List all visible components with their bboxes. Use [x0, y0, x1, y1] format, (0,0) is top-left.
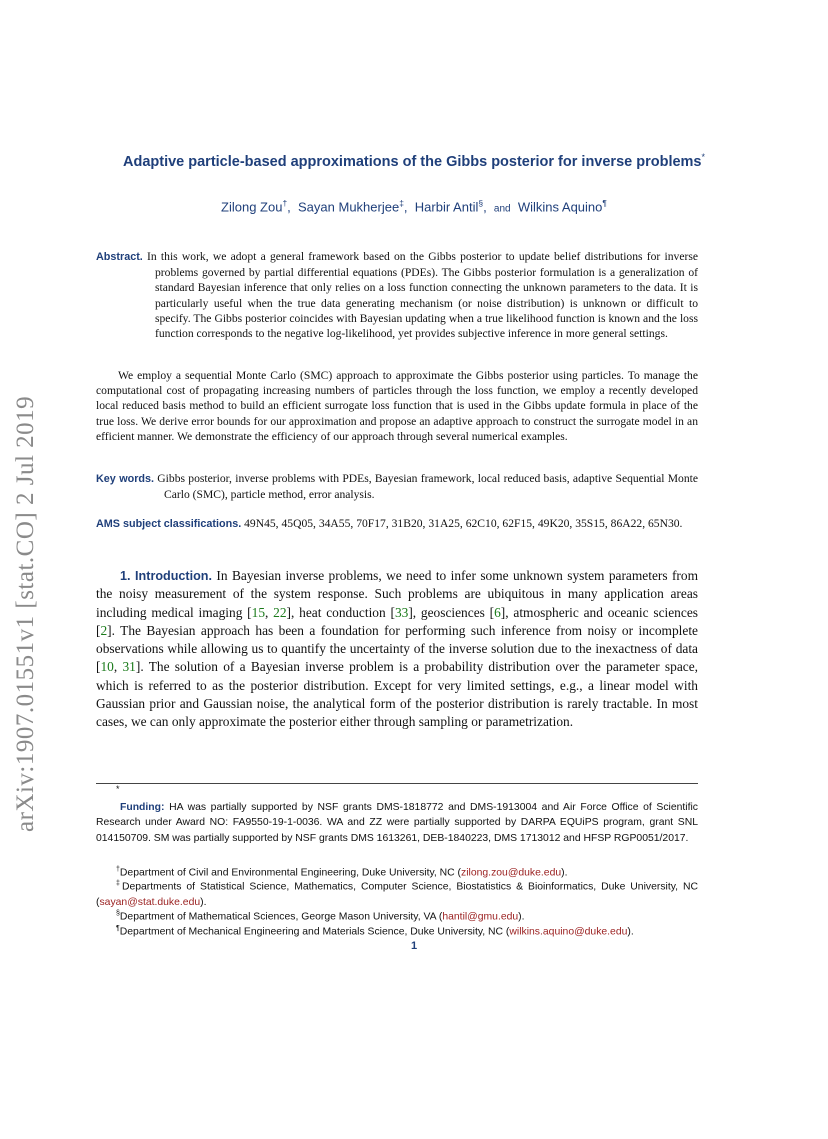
- paper-title: [96, 148, 732, 171]
- email-link[interactable]: hantil@gmu.edu: [442, 911, 519, 923]
- intro-text: ], atmospheric and oceanic sciences [: [96, 604, 698, 638]
- citation-link[interactable]: 6: [494, 604, 501, 620]
- paper-title-text: Adaptive particle-based approximations of the Gibbs posterior for inverse problems: [122, 153, 702, 170]
- intro-text: ]. The Bayesian approach has been a foundation for performing such inference from noisy or incomplete observations while allowing us to quantify the uncertainty of the inverse solution due to the inexactness of data [: [96, 622, 698, 675]
- author-name: Wilkins Aquino: [517, 199, 603, 215]
- affiliation-mark: ‡: [116, 880, 122, 887]
- ams-label: AMS subject classifications.: [96, 518, 242, 530]
- author-mark: †: [282, 198, 288, 208]
- intro-text: ], heat conduction [: [286, 604, 395, 620]
- affiliation-mark: §: [116, 910, 120, 917]
- funding-label: Funding:: [120, 802, 165, 813]
- ams-classifications: [96, 516, 698, 532]
- email-link[interactable]: zilong.zou@duke.edu: [461, 867, 562, 879]
- author-mark: ¶: [602, 198, 607, 208]
- citation-link[interactable]: 2: [100, 622, 108, 638]
- affiliation-text: Department of Mechanical Engineering and Materials Science, Duke University, NC (: [119, 926, 510, 938]
- keywords: [96, 471, 698, 502]
- author-mark: §: [478, 198, 484, 208]
- abstract-label: Abstract.: [96, 251, 143, 263]
- affiliation-text: Department of Mathematical Sciences, George Mason University, VA (: [119, 911, 443, 923]
- abstract-paragraph-1: In this work, we adopt a general framework based on the Gibbs posterior to update belief distributions for inverse problems governed by partial differential equations (PDEs). The Gibbs posterior formulation is a generalization of standard Bayesian inference that only relies on a loss function connecting the unknown parameters to the data. It is particularly useful when the true data generating mechanism (or noise distribution) is unknown or difficult to specify. The Gibbs posterior coincides with Bayesian updating when a true likelihood function is known and the loss function corresponds to the negative log-likelihood, yet provides subjective inference in more general settings.: [147, 250, 698, 341]
- author-name: Harbir Antil: [414, 199, 479, 215]
- footnote-affiliation: [96, 876, 698, 910]
- arxiv-identifier-stamp: arXiv:1907.01551v1 [stat.CO] 2 Jul 2019: [12, 395, 39, 832]
- citation-link[interactable]: 33: [394, 604, 409, 620]
- email-link[interactable]: wilkins.aquino@duke.edu: [509, 926, 628, 938]
- citation-separator: ,: [113, 659, 123, 675]
- footnote-divider: [96, 783, 698, 784]
- affiliation-close: ).: [627, 926, 634, 938]
- email-link[interactable]: sayan@stat.duke.edu: [99, 896, 201, 908]
- abstract-paragraph-2: We employ a sequential Monte Carlo (SMC) approach to approximate the Gibbs posterior using particles. To manage the computational cost of propagating increasing numbers of particles through the loss function, we employ a recently developed local reduced basis method to build an efficient surrogate loss function that is used in the Gibbs update formula in place of the true loss. We derive error bounds for our approximation and propose an adaptive approach to construct the surrogate model in an efficient manner. We demonstrate the efficiency of our approach through several numerical examples.: [96, 369, 698, 443]
- introduction-section: [96, 567, 698, 732]
- author-name: Zilong Zou: [221, 199, 283, 215]
- affiliation-close: ).: [561, 867, 568, 879]
- ams-codes: 49N45, 45Q05, 34A55, 70F17, 31B20, 31A25, 62C10, 62F15, 49K20, 35S15, 86A22, 65N30.: [244, 517, 683, 530]
- footnote-affiliation: [96, 921, 698, 940]
- authors-conjunction: and: [493, 203, 511, 215]
- citation-link[interactable]: 31: [122, 659, 136, 675]
- affiliation-text: Departments of Statistical Science, Mathematics, Computer Science, Biostatistics & Bioinformatics, Duke University, NC (: [96, 881, 698, 908]
- footnote-funding: [96, 800, 698, 846]
- intro-text: ]. The solution of a Bayesian inverse problem is a probability distribution over the parameter space, which is referred to as the posterior distribution. Except for very limited settings, e.g., a linear model with Gaussian prior and Gaussian noise, the analytical form of the posterior distribution is rarely tractable. In most cases, we can only approximate the posterior either through sampling or parametrization.: [96, 659, 698, 730]
- keywords-text: Gibbs posterior, inverse problems with PDEs, Bayesian framework, local reduced basis, adaptive Sequential Monte Carlo (SMC), particle method, error analysis.: [157, 472, 698, 502]
- citation-link[interactable]: 22: [273, 604, 287, 620]
- citation-separator: ,: [265, 604, 274, 620]
- funding-text: HA was partially supported by NSF grants DMS-1818772 and DMS-1913004 and Air Force Office of Scientific Research under Award NO: FA9550-19-1-0036. WA and ZZ were partially supported by DARPA EQUiPS program, grant SNL 014150709. SM was partially supported by NSF grants DMS 1613261, DEB-1840223, DMS 1713012 and HFSP RGP0051/2017.: [96, 802, 699, 844]
- author-mark: ‡: [399, 198, 404, 208]
- page-number: 1: [410, 940, 418, 952]
- author-list: Zilong Zou†, Sayan Mukherjee‡, Harbir Antil§, and Wilkins Aquino¶: [221, 198, 607, 215]
- affiliation-text: Department of Civil and Environmental Engineering, Duke University, NC (: [119, 867, 462, 879]
- affiliation-close: ).: [200, 896, 207, 908]
- affiliation-mark: †: [116, 866, 120, 873]
- intro-text: ], geosciences [: [408, 604, 495, 620]
- citation-link[interactable]: 10: [100, 659, 114, 675]
- intro-text: In Bayesian inverse problems, we need to infer some unknown system parameters from the noisy measurement of the system response. Such problems are ubiquitous in many application areas including medical imaging [: [96, 568, 698, 620]
- citation-link[interactable]: 15: [251, 604, 266, 620]
- affiliation-close: ).: [518, 911, 525, 923]
- title-footnote-mark: *: [701, 152, 706, 162]
- footnote-star-mark: *: [116, 784, 120, 794]
- abstract: [96, 249, 698, 341]
- author-name: Sayan Mukherjee: [298, 199, 400, 215]
- affiliation-mark: ¶: [116, 925, 120, 932]
- section-heading: 1. Introduction.: [120, 569, 213, 583]
- keywords-label: Key words.: [96, 473, 154, 485]
